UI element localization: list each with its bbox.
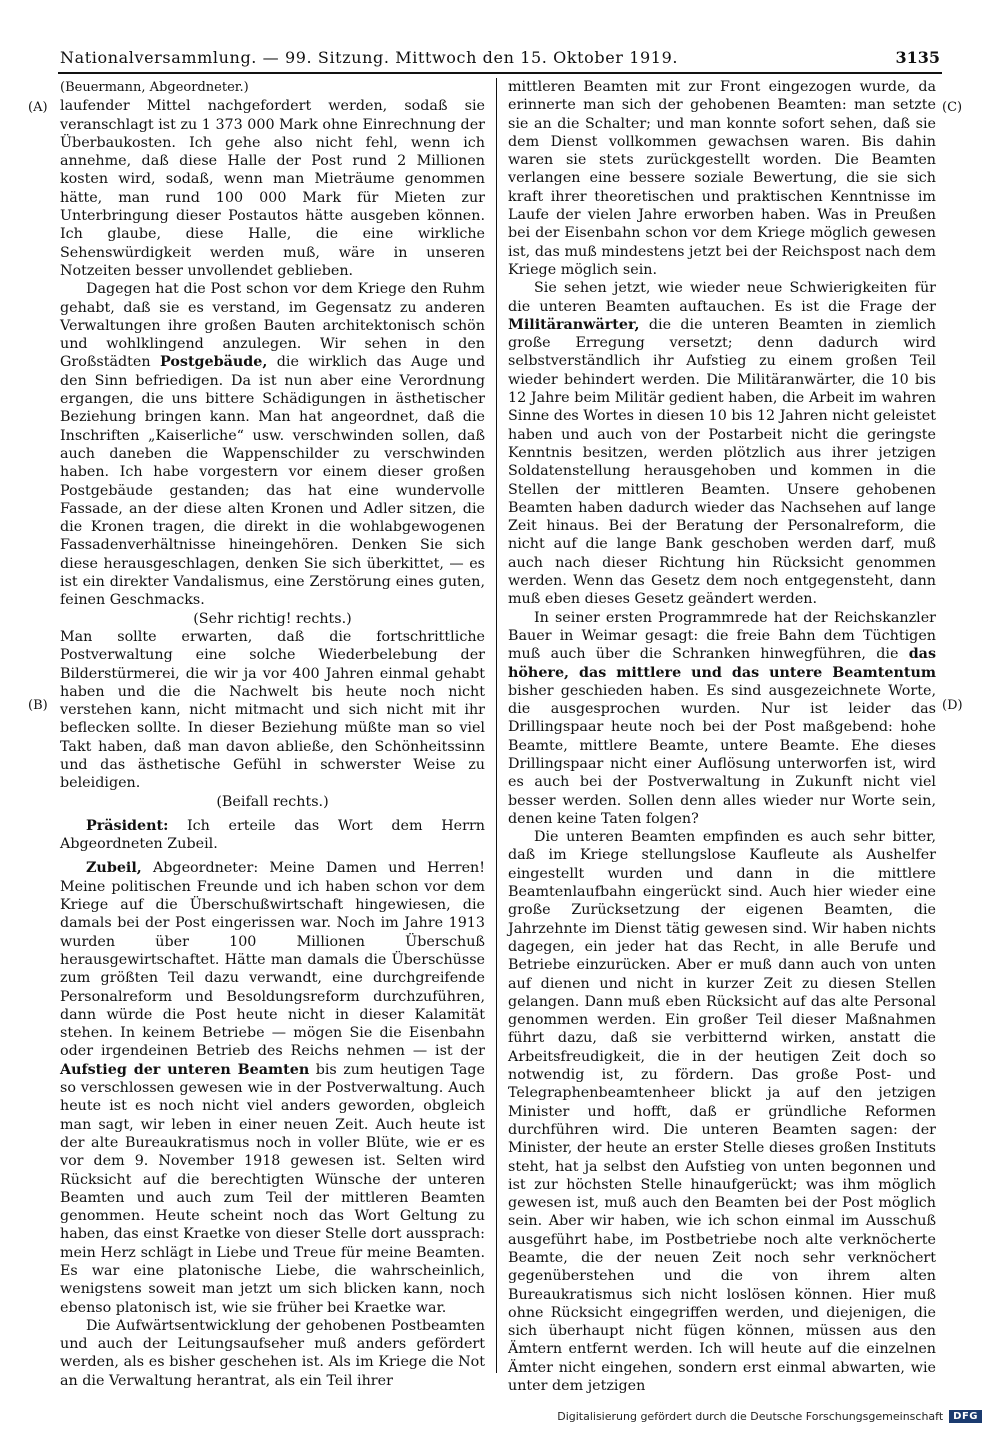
speaker-tag: (Beuermann, Abgeordneter.) [60,80,249,95]
header-rule [58,72,942,74]
column-divider [496,78,497,1373]
bold-term: Militäranwärter, [508,316,640,333]
page-header [60,44,940,74]
paragraph: Die unteren Beamten empfinden es auch sehr bitter, daß im Kriege stellungslose Kaufleute als Aushelfer eingestellt wurden und dann in die mittlere Beamtenlaufbahn eingerückt sind. Auch hier wieder eine große Zurücksetzung der eigenen Beamten, die Jahrzehnte im Dienst tätig gewesen sind. Wir haben nichts dagegen, ein jeder hat das Recht, in alle Berufe und Betriebe einzurücken. Aber er muß dann auch von unten auf dienen und nicht in kurzer Zeit zu diesen Stellen gelangen. Dann muß eben Rücksicht auf das alte Personal genommen werden. Ein großer Teil dieser Maßnahmen führt dazu, daß sie verbitternd wirken, anstatt die Arbeitsfreudigkeit, die in der heutigen Zeit doch so notwendig ist, zu fördern. Das große Post- und Telegraphenbeamtenheer blickt ja auf den jetzigen Minister und hofft, daß er gründliche Reformen durchführen wird. Die unteren Beamten sagen: der Minister, der heute an erster Stelle dieses großen Instituts steht, hat ja selbst den Aufstieg von unten begonnen und ist zur höchsten Stelle hinaufgerückt; was ihm möglich gewesen ist, muß auch den Beamten bei der Post möglich sein. Aber wir haben, wie ich schon einmal im Ausschuß ausgeführt habe, im Postbetriebe noch alte verknöcherte Beamte, die der neuen Zeit noch sehr verknöchert gegenüberstehen und die von ihrem alten Bureaukratismus sich nicht loslösen können. Hier muß ohne Rücksicht eingegriffen werden, und diejenigen, die sich überhaupt nicht fügen können, müssen aus den Ämtern entfernt werden. Ich will heute auf die einzelnen Ämter nicht eingehen, sondern erst einmal abwarten, wie unter dem jetzigen [508,829,936,1395]
running-title: Nationalversammlung. — 99. Sitzung. Mittwoch den 15. Oktober 1919. [60,48,679,67]
interjection: (Sehr richtig! rechts.) [193,610,352,627]
paragraph: In seiner ersten Programmrede hat der Reichskanzler Bauer in Weimar gesagt: die freie Bahn dem Tüchtigen muß auch über die Schranken hinwegführen, die das höhere, das mittlere und das untere Beamtentum bisher geschieden haben. Es sind ausgezeichnete Worte, die ausgesprochen wurden. Nur ist leider das Drillingspaar heute noch bei der Post maßgebend: hohe Beamte, mittlere Beamte, untere Beamte. Ehe dieses Drillingspaar nicht einer Auflösung unterworfen ist, wird es auch bei der Postverwaltung in Zukunft nicht viel besser werden. Sollen denn alles wieder nur Worte sein, denen keine Taten folgen? [508,609,936,827]
page-number: 3135 [895,48,940,67]
paragraph: mittleren Beamten mit zur Front eingezogen wurde, da erinnerte man sich der gehobenen Beamten: man setzte sie an die Schalter; und man konnte sofort sehen, daß sie dem Dienst vollkommen gewachsen waren. Bis dahin waren sie stets zurückgestellt worden. Die Beamten verlangen eine bessere soziale Bewertung, die sie sich kraft ihrer theoretischen und praktischen Kenntnisse im Laufe der vielen Jahre erworben haben. Was in Preußen bei der Eisenbahn schon vor dem Kriege möglich gewesen ist, das muß mindestens jetzt bei der Reichspost nach dem Kriege möglich sein. [508,79,936,278]
interjection: (Beifall rechts.) [216,793,329,810]
margin-mark-b: (B) [28,698,48,713]
paragraph: Sie sehen jetzt, wie wieder neue Schwierigkeiten für die unteren Beamten auftauchen. Es ist die Frage der Militäranwärter, die die unteren Beamten in ziemlich große Erregung versetzt; denn dadurch wird selbstverständlich ihr Aufstieg zu einem großen Teil wieder behindert werden. Die Militäranwärter, die 10 bis 12 Jahre beim Militär gedient haben, die Arbeit im wahren Sinne des Wortes in diesen 10 bis 12 Jahren nicht geleistet haben und auch von der Postarbeit nicht die geringste Kenntnis besitzen, werden plötzlich aus ihrer jetzigen Soldatenstellung herausgehoben und kommen in die Stellen der mittleren Beamten. Unsere gehobenen Beamten haben dadurch wieder das Nachsehen auf lange Zeit hinaus. Bei der Beratung der Personalreform, die nicht auf die lange Bank geschoben werden darf, muß auch nach dieser Richtung hin Rücksicht genommen werden. Wenn das Gesetz dem noch entgegensteht, dann muß eben dieses Gesetz geändert werden. [508,280,936,608]
margin-mark-c: (C) [942,100,963,115]
president-statement: Präsident: Ich erteile das Wort dem Herrn Abgeordneten Zubeil. [60,817,485,853]
bold-term: das höhere, das mittlere und das untere Beamtentum [508,646,936,681]
speaker-name: Präsident: [86,817,169,834]
margin-mark-d: (D) [942,698,963,713]
right-column [508,78,936,1395]
dfg-logo: DFG [949,1410,982,1423]
paragraph: Man sollte erwarten, daß die fortschrittliche Postverwaltung eine solche Wiederbelebung der Bilderstürmerei, die wir ja vor 400 Jahren einmal gehabt haben und die die Nachwelt bis heute noch nicht verstehen kann, nicht mitmacht und sich nicht mit ihr beflecken sollte. In dieser Beziehung müßte man so viel Takt haben, daß man davon abließe, den Schönheitssinn und das ästhetische Gefühl in schwerster Weise zu beleidigen. [60,628,485,792]
speaker-name: Zubeil, [86,860,142,877]
bold-term: Aufstieg der unteren Beamten [60,1061,310,1078]
footer-text: Digitalisierung gefördert durch die Deutsche Forschungsgemeinschaft [557,1410,944,1423]
paragraph: Zubeil, Abgeordneter: Meine Damen und Herren! Meine politischen Freunde und ich haben schon vor dem Kriege auf die Überschußwirtschaft hingewiesen, die damals bei der Post eingerissen war. Noch im Jahre 1913 wurden über 100 Millionen Überschuß herausgewirtschaftet. Hätte man damals die Überschüsse zum größten Teil dazu verwandt, eine durchgreifende Personalreform und Besoldungsreform durchzuführen, dann würde die Post heute nicht in dieser Kalamität stehen. In keinem Betriebe — mögen Sie die Eisenbahn oder irgendeinen Betrieb des Reichs nehmen — ist der Aufstieg der unteren Beamten bis zum heutigen Tage so verschlossen gewesen wie in der Postverwaltung. Auch heute ist es noch nicht viel anders geworden, obgleich man sagt, wir leben in einer neuen Zeit. Auch heute ist der alte Bureaukratismus noch in voller Blüte, wie er es vor dem 9. November 1918 gewesen ist. Selten wird Rücksicht auf die berechtigten Wünsche der unteren Beamten und auch zum Teil der mittleren Beamten genommen. Heute scheint noch das Wort Geltung zu haben, das einst Kraetke von dieser Stelle dort aussprach: mein Herz schlägt in Liebe und Treue für meine Beamten. Es war eine platonische Liebe, die wahrscheinlich, wenigstens soweit man jetzt um sich blicken kann, noch ebenso platonisch ist, wie sie früher bei Kraetke war. [60,860,485,1316]
paragraph: Die Aufwärtsentwicklung der gehobenen Postbeamten und auch der Leitungsaufseher muß anders gefördert werden, als es bisher geschehen ist. Als im Kriege die Not an die Verwaltung herantrat, als ein Teil ihrer [60,1317,485,1389]
bold-term: Postgebäude, [160,354,268,371]
paragraph: laufender Mittel nachgefordert werden, sodaß sie veranschlagt ist zu 1 373 000 Mark ohne Einrechnung der Überbaukosten. Ich gehe also nicht fehl, wenn ich annehme, daß diese Halle der Post rund 2 Millionen kosten wird, sodaß, wenn man Mieträume genommen hätte, man rund 100 000 Mark für Mieten zur Unterbringung dieser Postautos hätte ausgeben können. Ich glaube, diese Halle, die eine wirkliche Sehenswürdigkeit werden muß, wäre in unseren Notzeiten besser unvollendet geblieben. [60,98,485,279]
paragraph: Dagegen hat die Post schon vor dem Kriege den Ruhm gehabt, daß sie es verstand, im Gegensatz zu anderen Verwaltungen ihre großen Bauten architektonisch schön und wohlklingend anzulegen. Wir sehen in den Großstädten Postgebäude, die wirklich das Auge und den Sinn befriedigen. Da ist nun aber eine Verordnung ergangen, die uns bittere Schädigungen in ästhetischer Beziehung bringen kann. Man hat angeordnet, daß die Inschriften „Kaiserliche“ usw. verschwinden sollen, daß auch daneben die Wappenschilder zu verschwinden haben. Ich habe vorgestern vor einem dieser großen Postgebäude gestanden; das hat eine wundervolle Fassade, an der diese alten Kronen und Adler sitzen, die die Kronen tragen, die direkt in die wohlabgewogenen Fassadenverhältnisse hineingehören. Denken Sie sich diese herausgeschlagen, denken Sie sich überkittet, — es ist ein direkter Vandalismus, eine Zerstörung eines guten, feinen Geschmacks. [60,281,485,609]
margin-mark-a: (A) [28,100,48,115]
footer-credit [557,1410,982,1423]
left-column [60,78,485,1390]
